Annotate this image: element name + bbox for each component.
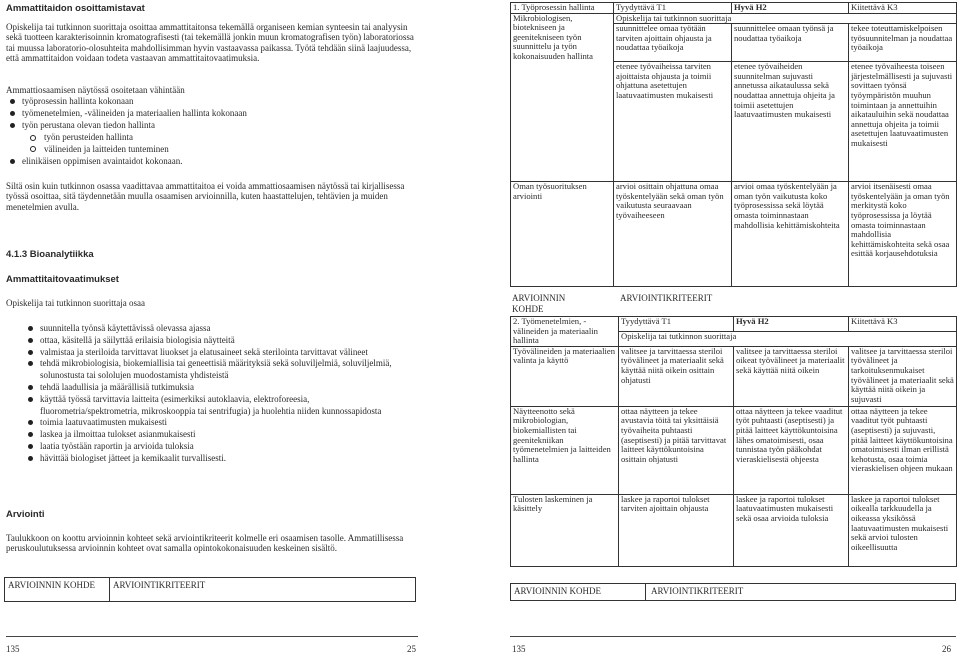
list-item: työn perustana olevan tiedon hallinta bbox=[6, 120, 416, 132]
mid-header bbox=[510, 291, 734, 315]
list-item: ottaa, käsitellä ja säilyttää erilaisia biologisia näytteitä bbox=[6, 335, 410, 347]
list-item: laskea ja ilmoittaa tulokset asianmukaisesti bbox=[6, 429, 410, 441]
table-row bbox=[511, 494, 957, 566]
table-cell: Oman työsuorituksen arviointi bbox=[511, 182, 614, 287]
list-item: toimia laatuvaatimusten mukaisesti bbox=[6, 417, 410, 429]
table-cell: 1. Työprosessin hallinta bbox=[511, 3, 614, 14]
criteria-table-header bbox=[4, 577, 416, 602]
list-item: hävittää biologiset jätteet ja kemikaalit turvallisesti. bbox=[6, 453, 410, 465]
header-assessment-target: ARVIOINNIN KOHDE bbox=[8, 580, 96, 590]
header-assessment-target: ARVIOINNIN KOHDE bbox=[512, 293, 566, 314]
table-cell: arvioi osittain ohjattuna omaa työskentelyään sekä oman työn vaikutusta seuraavaan työvaiheeseen bbox=[614, 182, 732, 287]
table-row bbox=[511, 406, 957, 494]
table-cell: Kiitettävä K3 bbox=[849, 317, 957, 332]
table-row bbox=[511, 317, 957, 332]
table-cell: valitsee ja tarvittaessa steriloi työvälineet ja materiaalit sekä käyttää niitä oikein osittain ohjatusti bbox=[619, 346, 734, 406]
table-cell: arvioi itsenäisesti omaa työskentelyään ja oman työn merkitystä koko työprosessissa ja löytää omasta toiminnastaan mahdollisia kehittämiskohteita sekä osaa esittää korjausehdotuksia bbox=[849, 182, 957, 287]
list-item: elinikäisen oppimisen avaintaidot kokonaan. bbox=[6, 156, 416, 168]
list-item: käyttää työssä tarvittavia laitteita (esimerkiksi autoklaavia, elektroforeesia, fluorometria/spektrometria, mikroskooppia tai sentrifugia) ja huolehtia niiden kunnossapidosta bbox=[6, 394, 410, 418]
list-item: työmenetelmien, -välineiden ja materiaalien hallinta kokonaan bbox=[6, 108, 416, 120]
divider bbox=[109, 578, 110, 601]
table-cell: suunnittelee omaan työnsä ja noudattaa työaikoja bbox=[732, 24, 849, 62]
demo-intro: Ammattiosaamisen näytössä osoitetaan vähintään bbox=[6, 85, 185, 95]
page-number-left: 135 bbox=[6, 644, 20, 654]
table-row bbox=[511, 3, 957, 14]
header-assessment-criteria: ARVIOINTIKRITEERIT bbox=[113, 580, 206, 590]
table-cell: arvioi omaa työskentelyään ja oman työn vaikutusta koko työprosessissa sekä löytää omasta toiminnastaan mahdollisia kehittämiskohteita bbox=[732, 182, 849, 287]
table-cell: ottaa näytteen ja tekee vaaditut työt puhtaasti (aseptisesti) ja sujuvasti, pitää laitteet käyttökuntoisina omatoimisesti ilman erillistä kehotusta, osaa toimia vieraskielisen ohjeen mukaan bbox=[849, 406, 957, 494]
footer-rule bbox=[510, 636, 956, 637]
footer-rule bbox=[6, 636, 418, 637]
intro-paragraph: Opiskelija tai tutkinnon suorittaja osoittaa ammattitaitonsa tekemällä organiseen kemian synteesin tai analyysin sekä tuotteen karakterisoinnin kromatografisesti (tai tekemällä jonkin muun kromatografisen työn) laboratoriossa tai muussa laboratorio-olosuhteita mahdollisimman hyvin vastaavassa paikassa. Työtä tehdään siinä laajuudessa, että ammattitaidon voidaan todeta vastaavan ammattitaitovaatimuksia. bbox=[6, 22, 414, 63]
section-title: 4.1.3 Bioanalytiikka bbox=[6, 249, 94, 260]
table-cell: etenee työvaiheesta toiseen järjestelmällisesti ja sujuvasti sovittaen työnsä työympäristön muuhun toimintaan ja annettuihin aikatauluihin sekä noudattaa annettuja ohjeita ja toimii asetettujen laatuvaatimusten mukaisesti bbox=[849, 62, 957, 182]
table-cell: Hyvä H2 bbox=[732, 3, 849, 14]
demo-sublist bbox=[18, 132, 398, 156]
table-row bbox=[511, 13, 957, 24]
evaluation-paragraph: Taulukkoon on koottu arvioinnin kohteet sekä arviointikriteerit kolmelle eri osaamisen tasolle. Ammatillisessa peruskoulutuksessa arvioinnin kohteet ovat samalla opintokokonaisuuden keskeinen sisältö. bbox=[6, 533, 404, 554]
table-cell: Työvälineiden ja materiaalien valinta ja käyttö bbox=[511, 346, 619, 406]
table-cell: tekee toteuttamiskelpoisen työsuunnitelman ja noudattaa työaikoja bbox=[849, 24, 957, 62]
table-row bbox=[511, 182, 957, 287]
demo-list-last bbox=[6, 156, 416, 168]
requirements-intro: Opiskelija tai tutkinnon suorittaja osaa bbox=[6, 298, 145, 308]
table-cell: Hyvä H2 bbox=[734, 317, 849, 332]
list-item: suunnitella työnsä käytettävissä olevassa ajassa bbox=[6, 323, 410, 335]
table-cell: Tulosten laskeminen ja käsittely bbox=[511, 494, 619, 566]
table-cell: Näytteenotto sekä mikrobiologian, biokemiallisten tai geenitekniikan työmenetelmien ja laitteiden hallinta bbox=[511, 406, 619, 494]
table-cell: Tyydyttävä T1 bbox=[614, 3, 732, 14]
right-page bbox=[506, 0, 960, 655]
list-item: työn perusteiden hallinta bbox=[18, 132, 398, 144]
table-cell: laskee ja raportoi tulokset tarviten ajoittain ohjausta bbox=[619, 494, 734, 566]
table-cell: laskee ja raportoi tulokset oikealla tarkkuudella ja oikeassa yksikössä laatuvaatimusten mukaisesti sekä arvioi tulosten oikeellisuutta bbox=[849, 494, 957, 566]
page-number-left: 135 bbox=[512, 644, 526, 654]
list-item: välineiden ja laitteiden tunteminen bbox=[18, 144, 398, 156]
table-cell: laskee ja raportoi tulokset laatuvaatimusten mukaisesti sekä osaa arvioida tuloksia bbox=[734, 494, 849, 566]
criteria-table-2 bbox=[510, 316, 957, 567]
page-number: 26 bbox=[942, 644, 951, 654]
header-assessment-target: ARVIOINNIN KOHDE bbox=[514, 586, 602, 596]
header-assessment-criteria: ARVIOINTIKRITEERIT bbox=[651, 586, 744, 596]
table-cell: ottaa näytteen ja tekee vaaditut työt puhtaasti (aseptisesti) ja pitää laitteet käyttökuntoisina lähes omatoimisesti, osaa tunnistaa työn pääkohdat vieraskielisestä ohjeesta bbox=[734, 406, 849, 494]
list-item: laatia työstään raportin ja arvioida tuloksia bbox=[6, 441, 410, 453]
divider bbox=[645, 584, 646, 600]
list-item: työprosessin hallinta kokonaan bbox=[6, 96, 416, 108]
list-item: tehdä laadullisia ja määrällisiä tutkimuksia bbox=[6, 382, 410, 394]
supplement-paragraph: Siltä osin kuin tutkinnon osassa vaadittavaa ammattitaitoa ei voida ammattiosaamisen näytössä tai kirjallisessa työssä osoittaa, sitä täydennetään muulla osaamisen arvioinnilla, kuten haastattelujen, tehtävien ja muiden menetelmien avulla. bbox=[6, 181, 405, 212]
list-item: valmistaa ja steriloida tarvittavat liuokset ja elatusaineet sekä sterilointa tarvittavat välineet bbox=[6, 347, 410, 359]
heading-demonstration-methods: Ammattitaidon osoittamistavat bbox=[6, 3, 145, 14]
table-cell bbox=[511, 13, 614, 182]
requirements-list bbox=[6, 323, 410, 465]
table-cell: Opiskelija tai tutkinnon suorittaja bbox=[619, 331, 957, 346]
table-cell: Tyydyttävä T1 bbox=[619, 317, 734, 332]
table-cell: valitsee ja tarvittaessa steriloi oikeat työvälineet ja materiaalit sekä käyttää niitä oikein bbox=[734, 346, 849, 406]
header-assessment-criteria: ARVIOINTIKRITEERIT bbox=[620, 293, 713, 303]
table-cell: Opiskelija tai tutkinnon suorittaja bbox=[614, 13, 957, 24]
criteria-table-header-bottom bbox=[510, 583, 956, 601]
criteria-table-1 bbox=[510, 2, 957, 287]
requirements-heading: Ammattitaitovaatimukset bbox=[6, 274, 119, 285]
table-cell: Kiitettävä K3 bbox=[849, 3, 957, 14]
table-cell: etenee työvaiheiden suunnitelman sujuvasti annetussa aikataulussa sekä noudattaa annettuja ohjeita ja toimii asetettujen laatuvaatimusten mukaisesti bbox=[732, 62, 849, 182]
evaluation-heading: Arviointi bbox=[6, 509, 45, 520]
table-cell: ottaa näytteen ja tekee avustavia töitä tai yksittäisiä työvaiheita puhtaasti (aseptisesti) ja pitää tarvittavat laitteet käyttökuntoisina osittain ohjatusti bbox=[619, 406, 734, 494]
topic-text: Mikrobiologisen, biotekniseen ja geenitekniseen työn suunnittelu ja työn kokonaisuuden hallinta bbox=[513, 12, 593, 61]
table-row bbox=[511, 346, 957, 406]
demo-list bbox=[6, 96, 416, 131]
table-cell: suunnittelee omaa työtään tarviten ajoittain ohjausta ja noudattaa työaikoja bbox=[614, 24, 732, 62]
table-cell: etenee työvaiheissa tarviten ajoittaista ohjausta ja toimii ohjattuna asetettujen laatuvaatimusten mukaisesti bbox=[614, 62, 732, 182]
table-cell: 2. Työmenetelmien, -välineiden ja materiaalin hallinta bbox=[511, 317, 619, 347]
table-cell: valitsee ja tarvittaessa steriloi työvälineet ja tarkoituksenmukaiset työvälineet ja materiaalit sekä käyttää niitä oikein ja sujuvasti bbox=[849, 346, 957, 406]
list-item: tehdä mikrobiologisia, biokemiallisia tai geneettisiä määrityksiä sekä soluviljelmiä, soluviljelmiä, solunostusta tai sololujen muodostamista yhdisteistä bbox=[6, 358, 410, 382]
page-number: 25 bbox=[407, 644, 416, 654]
